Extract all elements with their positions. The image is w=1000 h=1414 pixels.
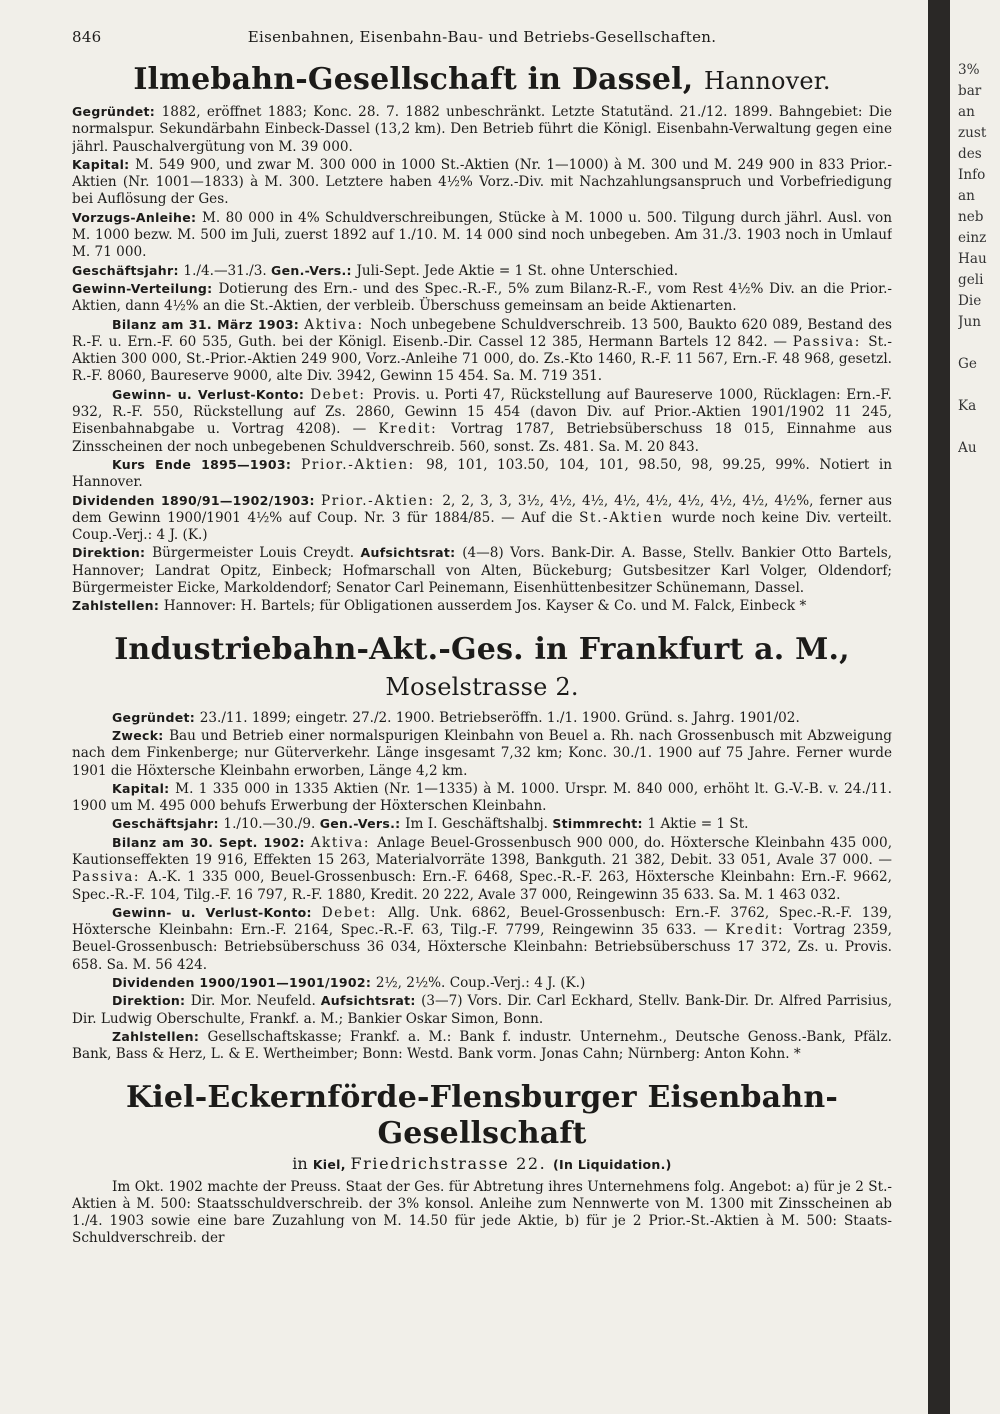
entry-spaced-label: Aktiva: <box>310 834 378 851</box>
entry-text: 1882, eröffnet 1883; Konc. 28. 7. 1882 unbeschränkt. Letzte Statutänd. 21./12. 1899. Bahngebiet: Die normalspur. Sekundärbahn Einbeck-Dassel (13,2 km). Den Betrieb führt die Königl. Eisenbahn-Verwaltung gegen eine jährl. Pauschalvergütung von M. 39 000. <box>72 104 892 155</box>
entry-label: Gen.-Vers.: <box>319 816 406 832</box>
margin-fragment: Die <box>958 293 982 309</box>
entry-label: Geschäftsjahr: <box>72 262 184 278</box>
entry-label: Dividenden 1900/1901—1901/1902: <box>112 975 376 991</box>
entry-paragraph <box>72 103 892 156</box>
entry-label: Bilanz am 30. Sept. 1902: <box>112 834 311 850</box>
entry-spaced-label: Debet: <box>321 904 389 921</box>
margin-fragment: an <box>958 188 975 204</box>
entry-spaced-label: Kredit: <box>378 421 452 438</box>
margin-fragment <box>958 375 1000 396</box>
entry-label: Stimmrecht: <box>552 816 648 832</box>
entry-paragraph <box>72 780 892 816</box>
entry-label: Direktion: <box>112 993 191 1009</box>
company-section <box>72 632 892 1064</box>
entry-label: Aufsichtsrat: <box>320 993 422 1009</box>
entry-text: Im I. Geschäftshalbj. <box>405 816 553 833</box>
entry-spaced-label: Prior.-Aktien: <box>321 492 443 509</box>
company-name: Kiel-Eckernförde-Flensburger Eisenbahn-Gesellschaft <box>126 1079 838 1151</box>
entry-label: Direktion: <box>72 545 153 561</box>
entry-label: Gewinn- u. Verlust-Konto: <box>112 904 322 920</box>
entry-text: Gesellschaftskasse; Frankf. a. M.: Bank f. industr. Unternehm., Deutsche Genoss.-Bank, Pfälz. Bank, Bass & Herz, L. & E. Wertheimber; Bonn: Westd. Bank vorm. Jonas Cahn; Nürnberg: Anton Kohn. * <box>72 1028 892 1063</box>
entry-text: 2, 2, 3, 3, 3½, 4½, 4½, 4½, 4½, 4½, 4½, 4½, 4½%, ferner aus dem Gewinn 1900/1901 4½% auf Coup. Nr. 3 für 1884/85. — Auf die <box>72 492 892 526</box>
entry-paragraph <box>72 156 892 209</box>
entry-text: (3—7) Vors. Dir. Carl Eckhard, Stellv. Bank-Dir. Dr. Alfred Parrisius, Dir. Ludwig Oberschulte, Frankf. a. M.; Bankier Oskar Simon, Bonn. <box>72 993 892 1027</box>
entry-text: 1 Aktie = 1 St. <box>647 816 749 833</box>
margin-fragment: zust <box>958 125 987 141</box>
section-gap <box>72 616 892 622</box>
company-title <box>72 632 892 705</box>
company-title <box>72 62 892 99</box>
entry-text: 1./10.—30./9. <box>223 816 320 833</box>
subtitle-status: (In Liquidation.) <box>553 1156 672 1172</box>
company-subtitle <box>72 1154 892 1173</box>
entry-text: M. 80 000 in 4% Schuldverschreibungen, Stücke à M. 1000 u. 500. Tilgung durch jährl. Ausl. von M. 1000 bezw. M. 500 im Juli, zuerst 1892 auf 1./10. M. 14 000 sind noch unbegeben. Am 31./3. 1903 noch in Umlauf M. 71 000. <box>72 209 892 261</box>
entry-text: Dotierung des Ern.- und des Spec.-R.-F., 5% zum Bilanz-R.-F., vom Rest 4½% Div. an die Prior.-Aktien, dann 4½% an die St.-Aktien, der verbleib. Überschuss gemeinsam an beide Aktienarten. <box>72 280 892 315</box>
entry-text: 98, 101, 103.50, 104, 101, 98.50, 98, 99.25, 99%. Notiert in Hannover. <box>72 456 892 491</box>
entry-paragraph <box>72 1179 892 1248</box>
section-gap <box>72 1064 892 1070</box>
entry-label: Zahlstellen: <box>72 598 164 614</box>
company-name: Ilmebahn-Gesellschaft in Dassel, <box>133 62 705 97</box>
entry-text: 23./11. 1899; eingetr. 27./2. 1900. Betriebseröffn. 1./1. 1900. Gründ. s. Jahrg. 1901/02. <box>199 709 800 726</box>
entry-text: wurde noch keine Div. verteilt. Coup.-Verj.: 4 J. (K.) <box>72 509 892 544</box>
margin-fragment: des <box>958 146 982 162</box>
entry-text: St.-Aktien 300 000, St.-Prior.-Aktien 249 900, Vorz.-Anleihe 71 000, do. Zs.-Kto 1460, R.-F. 11 567, Ern.-F. 48 968, gesetzl. R.-F. 8060, Baureserve 9000, alte Div. 3942, Gewinn 15 454. Sa. M. 719 351. <box>72 333 892 385</box>
entry-paragraph <box>72 834 892 904</box>
entry-label: Gewinn-Verteilung: <box>72 280 219 296</box>
margin-fragment: neb <box>958 209 984 225</box>
entry-paragraph <box>72 280 892 316</box>
entry-spaced-label: Debet: <box>310 386 373 403</box>
entry-text: Bürgermeister Louis Creydt. <box>152 545 361 562</box>
entry-paragraph <box>72 992 892 1028</box>
entry-text: Bau und Betrieb einer normalspurigen Kleinbahn von Beuel a. Rh. nach Grossenbusch mit Abzweigung nach dem Finkenberge; nur Güterverkehr. Länge insgesamt 7,32 km; Konc. 30./1. 1900 auf 75 Jahre. Ferner wurde 1901 die Höxtersche Kleinbahn erworben, Länge 4,2 km. <box>72 727 892 779</box>
entry-text: Im Okt. 1902 machte der Preuss. Staat der Ges. für Abtretung ihres Unternehmens folg. Angebot: a) für je 2 St.-Aktien à M. 500: Staatsschuldverschreib. der 3% konsol. Anleihe zum Nennwerte von M. 1300 mit Zinsscheinen ab 1./4. 1903 sowie eine bare Zuzahlung von M. 14.50 für jede Aktie, b) für je 2 Prior.-St.-Aktien à M. 500: Staats-Schuldverschreib. der <box>72 1178 892 1247</box>
margin-fragment: Jun <box>958 314 981 330</box>
entry-label: Bilanz am 31. März 1903: <box>112 316 305 332</box>
entry-spaced-label: Passiva: <box>72 869 148 886</box>
entry-paragraph <box>72 597 892 615</box>
entry-text: Allg. Unk. 6862, Beuel-Grossenbusch: Ern.-F. 3762, Spec.-R.-F. 139, Höxtersche Kleinbahn: Ern.-F. 2164, Spec.-R.-F. 63, Tilg.-F. 7799, Reingewinn 35 633. — <box>72 904 892 939</box>
entry-label: Gegründet: <box>72 104 162 119</box>
sections-container <box>72 62 892 1254</box>
margin-fragment: 3% <box>958 62 980 78</box>
margin-fragment: bar <box>958 83 982 99</box>
subtitle-street: Friedrichstrasse 22. <box>350 1153 553 1173</box>
company-section <box>72 1080 892 1248</box>
entry-text: (4—8) Vors. Bank-Dir. A. Basse, Stellv. Bankier Otto Bartels, Hannover; Landrat Opitz, Einbeck; Hofmarschall von Alten, Bückeburg; Gutsbesitzer Karl Volger, Oldendorf; Bürgermeister Eicke, Markoldendorf; Senator Carl Peinemann, Eisenhüttenbesitzer Schünemann, Dassel. <box>72 545 892 597</box>
entry-label: Gewinn- u. Verlust-Konto: <box>112 386 311 402</box>
margin-fragment <box>958 417 1000 438</box>
entry-spaced-label: Aktiva: <box>304 316 371 333</box>
entry-paragraph <box>72 709 892 727</box>
company-section <box>72 62 892 616</box>
entry-label: Zahlstellen: <box>112 1028 208 1044</box>
entry-label: Gegründet: <box>112 709 200 725</box>
entry-text: Juli-Sept. Jede Aktie = 1 St. ohne Unterschied. <box>356 262 679 279</box>
entry-paragraph <box>72 544 892 597</box>
entry-label: Gen.-Vers.: <box>271 262 357 278</box>
entry-spaced-label: Passiva: <box>792 333 869 350</box>
section-gap <box>72 1248 892 1254</box>
margin-fragment: Hau <box>958 251 987 267</box>
entry-spaced-label: Kredit: <box>725 922 794 939</box>
margin-fragment <box>958 333 1000 354</box>
entry-text: M. 1 335 000 in 1335 Aktien (Nr. 1—1335) à M. 1000. Urspr. M. 840 000, erhöht lt. G.-V.-B. v. 24./11. 1900 um M. 495 000 behufs Erwerbung der Höxterschen Kleinbahn. <box>72 780 892 815</box>
entry-paragraph <box>72 492 892 545</box>
entry-paragraph <box>72 209 892 262</box>
page-gutter <box>928 0 950 1414</box>
entry-spaced-label: St.-Aktien <box>579 509 672 526</box>
entry-text: A.-K. 1 335 000, Beuel-Grossenbusch: Ern.-F. 6468, Spec.-R.-F. 263, Höxtersche Kleinbahn: Ern.-F. 9662, Spec.-R.-F. 104, Tilg.-F. 16 797, R.-F. 1880, Kredit. 20 222, Avale 37 000, Reingewinn 35 633. Sa. M. 1 463 032. <box>72 869 892 903</box>
entry-paragraph <box>72 456 892 492</box>
entry-paragraph <box>72 974 892 992</box>
document-page <box>72 28 892 1408</box>
entry-label: Kurs Ende 1895—1903: <box>112 456 302 472</box>
company-title <box>72 1080 892 1152</box>
entry-text: M. 549 900, und zwar M. 300 000 in 1000 St.-Aktien (Nr. 1—1000) à M. 300 und M. 249 900 in 833 Prior.-Aktien (Nr. 1001—1833) à M. 300. Letztere haben 4½% Vorz.-Div. mit Nachzahlungsanspruch und Vorbefriedigung bei Auflösung der Ges. <box>72 156 892 208</box>
entry-paragraph <box>72 904 892 974</box>
company-city: Hannover. <box>704 67 831 95</box>
entry-text: Vortrag 2359, Beuel-Grossenbusch: Betriebsüberschuss 36 034, Höxtersche Kleinbahn: Betriebsüberschuss 17 372, Zs. u. Provis. 658. Sa. M. 56 424. <box>72 922 892 973</box>
company-name: Industriebahn-Akt.-Ges. in Frankfurt a. M., <box>114 631 850 667</box>
entry-text: Hannover: H. Bartels; für Obligationen ausserdem Jos. Kayser & Co. und M. Falck, Einbeck * <box>163 598 807 615</box>
subtitle-city: Kiel, <box>312 1156 351 1172</box>
margin-fragment: einz <box>958 230 987 246</box>
running-title: Eisenbahnen, Eisenbahn-Bau- und Betriebs-Gesellschaften. <box>247 28 717 46</box>
subtitle-pre: in <box>292 1153 313 1173</box>
entry-paragraph <box>72 727 892 780</box>
margin-fragment: Info <box>958 167 986 183</box>
entry-text: Vortrag 1787, Betriebsüberschuss 18 015, Einnahme aus Zinsscheinen der noch unbegebenen Schuldverschreib. 560, sonst. Zs. 481. Sa. M. 20 843. <box>72 421 892 455</box>
entry-paragraph <box>72 815 892 833</box>
entry-label: Vorzugs-Anleihe: <box>72 209 202 225</box>
entry-text: Provis. u. Porti 47, Rückstellung auf Baureserve 1000, Rücklagen: Ern.-F. 932, R.-F. 550, Rückstellung auf Zs. 2860, Gewinn 15 454 (davon Div. auf Prior.-Aktien 1901/1902 11 245, Eisenbahnabgabe u. Vortrag 4208). — <box>72 386 892 438</box>
entry-label: Dividenden 1890/91—1902/1903: <box>72 492 322 508</box>
entry-text: 1./4.—31./3. <box>183 262 272 279</box>
entry-text: 2½, 2½%. Coup.-Verj.: 4 J. (K.) <box>375 975 586 992</box>
entry-paragraph <box>72 386 892 456</box>
page-number: 846 <box>72 28 102 46</box>
entry-text: Dir. Mor. Neufeld. <box>190 993 321 1010</box>
entry-label: Kapital: <box>112 780 176 796</box>
facing-page-fragment <box>958 60 1000 1360</box>
entry-label: Kapital: <box>72 156 136 172</box>
margin-fragment: Ge <box>958 356 977 372</box>
margin-fragment: geli <box>958 272 984 288</box>
entry-text: Noch unbegebene Schuldverschreib. 13 500, Baukto 620 089, Bestand des R.-F. u. Ern.-F. 60 535, Guth. bei der Königl. Eisenb.-Dir. Cassel 12 385, Hermann Bartels 12 842. — <box>72 316 892 350</box>
company-city: Moselstrasse 2. <box>385 672 579 701</box>
entry-label: Zweck: <box>112 727 170 743</box>
entry-paragraph <box>72 316 892 386</box>
margin-fragment: Ka <box>958 398 977 414</box>
entry-label: Geschäftsjahr: <box>112 816 224 832</box>
entry-paragraph <box>72 1028 892 1064</box>
running-head <box>72 28 892 46</box>
entry-text: Anlage Beuel-Grossenbusch 900 000, do. Höxtersche Kleinbahn 435 000, Kautionseffekten 19 916, Effekten 15 263, Materialvorräte 1398, Bankguth. 21 382, Debit. 33 051, Avale 37 000. — <box>72 834 892 868</box>
entry-spaced-label: Prior.-Aktien: <box>301 456 427 473</box>
entry-label: Aufsichtsrat: <box>360 545 463 561</box>
margin-fragment: Au <box>958 440 977 456</box>
margin-fragment: an <box>958 104 975 120</box>
entry-paragraph <box>72 262 892 280</box>
